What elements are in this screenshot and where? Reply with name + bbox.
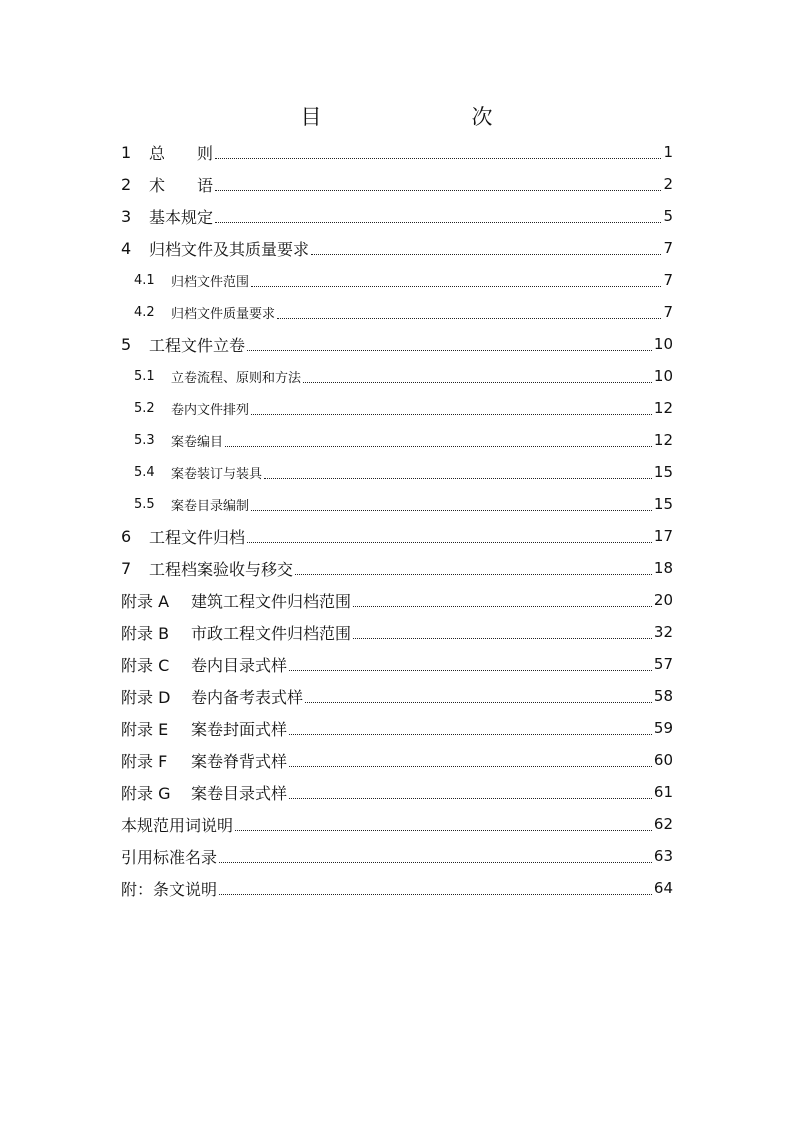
toc-entry[interactable] [121, 232, 673, 264]
toc-subentry[interactable] [121, 296, 673, 328]
toc-subentry[interactable] [121, 264, 673, 296]
toc-entry-page: 17 [653, 527, 673, 545]
toc-entry-label: 本规范用词说明 [121, 815, 234, 835]
toc-entry-page: 32 [653, 623, 673, 641]
toc-appendix-entry[interactable] [121, 648, 673, 680]
toc-entry[interactable] [121, 552, 673, 584]
toc-entry-label: 工程档案验收与移交 [149, 559, 294, 579]
toc-entry-label: 案卷目录编制 [171, 498, 250, 514]
toc-entry[interactable] [121, 872, 673, 904]
toc-subentry[interactable] [121, 392, 673, 424]
toc-entry-label: 案卷脊背式样 [191, 751, 288, 771]
dot-leader [247, 542, 652, 543]
toc-entry-number: 附录 A [121, 591, 170, 611]
toc-entry-label: 案卷目录式样 [191, 783, 288, 803]
dot-leader [251, 414, 652, 415]
toc-appendix-entry[interactable] [121, 616, 673, 648]
toc-entry[interactable] [121, 136, 673, 168]
toc-entry-number: 2 [121, 174, 132, 194]
toc-entry-number: 附录 D [121, 687, 171, 707]
toc-title: 目 次 [300, 105, 529, 129]
toc-subentry[interactable] [121, 488, 673, 520]
toc-entry-page: 57 [653, 655, 673, 673]
toc-entry-page: 63 [653, 847, 673, 865]
toc-entry-label: 归档文件范围 [171, 274, 250, 290]
toc-entry-number: 5.4 [134, 464, 155, 480]
toc-entry-number: 7 [121, 558, 132, 578]
toc-entry-label: 市政工程文件归档范围 [191, 623, 352, 643]
toc-entry-page: 5 [663, 207, 673, 225]
dot-leader [303, 382, 652, 383]
dot-leader [215, 190, 661, 191]
toc-entry[interactable] [121, 808, 673, 840]
toc-appendix-entry[interactable] [121, 776, 673, 808]
toc-entry-label: 案卷封面式样 [191, 719, 288, 739]
toc-entry-page: 7 [663, 303, 673, 321]
dot-leader [277, 318, 661, 319]
dot-leader [353, 606, 652, 607]
toc-entry-number: 5.2 [134, 400, 155, 416]
dot-leader [215, 222, 661, 223]
toc-entry-label: 归档文件质量要求 [171, 306, 276, 322]
toc-entry-page: 18 [653, 559, 673, 577]
toc-entry-label: 工程文件立卷 [149, 335, 246, 355]
toc-entry-label: 总 则 [149, 143, 214, 163]
toc-entry-number: 5 [121, 334, 132, 354]
toc-entry-number: 5.3 [134, 432, 155, 448]
toc-entry-label: 卷内备考表式样 [191, 687, 304, 707]
toc-entry-label: 附：条文说明 [121, 879, 218, 899]
toc-entry-page: 12 [653, 431, 673, 449]
dot-leader [289, 670, 652, 671]
toc-entry-label: 建筑工程文件归档范围 [191, 591, 352, 611]
table-of-contents [121, 136, 673, 904]
toc-appendix-entry[interactable] [121, 680, 673, 712]
toc-entry-page: 10 [653, 335, 673, 353]
toc-appendix-entry[interactable] [121, 712, 673, 744]
toc-entry-number: 附录 F [121, 751, 168, 771]
toc-entry[interactable] [121, 168, 673, 200]
dot-leader [215, 158, 661, 159]
dot-leader [264, 478, 652, 479]
toc-entry-label: 归档文件及其质量要求 [149, 239, 310, 259]
toc-subentry[interactable] [121, 456, 673, 488]
dot-leader [225, 446, 652, 447]
dot-leader [247, 350, 652, 351]
dot-leader [219, 894, 652, 895]
toc-entry-page: 1 [663, 143, 673, 161]
dot-leader [251, 286, 661, 287]
toc-entry-number: 附录 G [121, 783, 171, 803]
toc-entry-page: 15 [653, 495, 673, 513]
toc-entry-number: 5.1 [134, 368, 155, 384]
dot-leader [289, 798, 652, 799]
toc-entry-label: 基本规定 [149, 207, 214, 227]
toc-entry-number: 附录 E [121, 719, 169, 739]
toc-entry-number: 4.2 [134, 304, 155, 320]
toc-entry[interactable] [121, 200, 673, 232]
toc-appendix-entry[interactable] [121, 584, 673, 616]
toc-entry-page: 2 [663, 175, 673, 193]
dot-leader [289, 766, 652, 767]
toc-entry-label: 卷内文件排列 [171, 402, 250, 418]
toc-entry-label: 案卷编目 [171, 434, 224, 450]
toc-entry-page: 61 [653, 783, 673, 801]
toc-entry-number: 3 [121, 206, 132, 226]
toc-entry-number: 4 [121, 238, 132, 258]
dot-leader [235, 830, 652, 831]
toc-entry-page: 60 [653, 751, 673, 769]
dot-leader [295, 574, 652, 575]
toc-entry-label: 案卷装订与装具 [171, 466, 263, 482]
toc-entry-number: 6 [121, 526, 132, 546]
toc-appendix-entry[interactable] [121, 744, 673, 776]
toc-entry-page: 20 [653, 591, 673, 609]
toc-entry-page: 12 [653, 399, 673, 417]
toc-entry-number: 附录 B [121, 623, 170, 643]
toc-entry-label: 工程文件归档 [149, 527, 246, 547]
toc-entry-number: 5.5 [134, 496, 155, 512]
toc-subentry[interactable] [121, 424, 673, 456]
dot-leader [289, 734, 652, 735]
dot-leader [219, 862, 652, 863]
toc-entry[interactable] [121, 520, 673, 552]
toc-entry-number: 附录 C [121, 655, 170, 675]
toc-entry-page: 58 [653, 687, 673, 705]
toc-entry-page: 7 [663, 271, 673, 289]
toc-entry[interactable] [121, 840, 673, 872]
toc-entry-page: 59 [653, 719, 673, 737]
dot-leader [311, 254, 661, 255]
toc-subentry[interactable] [121, 360, 673, 392]
toc-entry-number: 1 [121, 142, 132, 162]
dot-leader [305, 702, 652, 703]
toc-entry-label: 引用标准名录 [121, 847, 218, 867]
toc-entry-page: 15 [653, 463, 673, 481]
toc-entry-page: 10 [653, 367, 673, 385]
toc-entry-label: 卷内目录式样 [191, 655, 288, 675]
toc-entry-page: 7 [663, 239, 673, 257]
toc-entry-label: 立卷流程、原则和方法 [171, 370, 302, 386]
dot-leader [353, 638, 652, 639]
toc-entry-page: 64 [653, 879, 673, 897]
toc-entry-page: 62 [653, 815, 673, 833]
toc-entry-label: 术 语 [149, 175, 214, 195]
toc-entry[interactable] [121, 328, 673, 360]
dot-leader [251, 510, 652, 511]
toc-entry-number: 4.1 [134, 272, 155, 288]
